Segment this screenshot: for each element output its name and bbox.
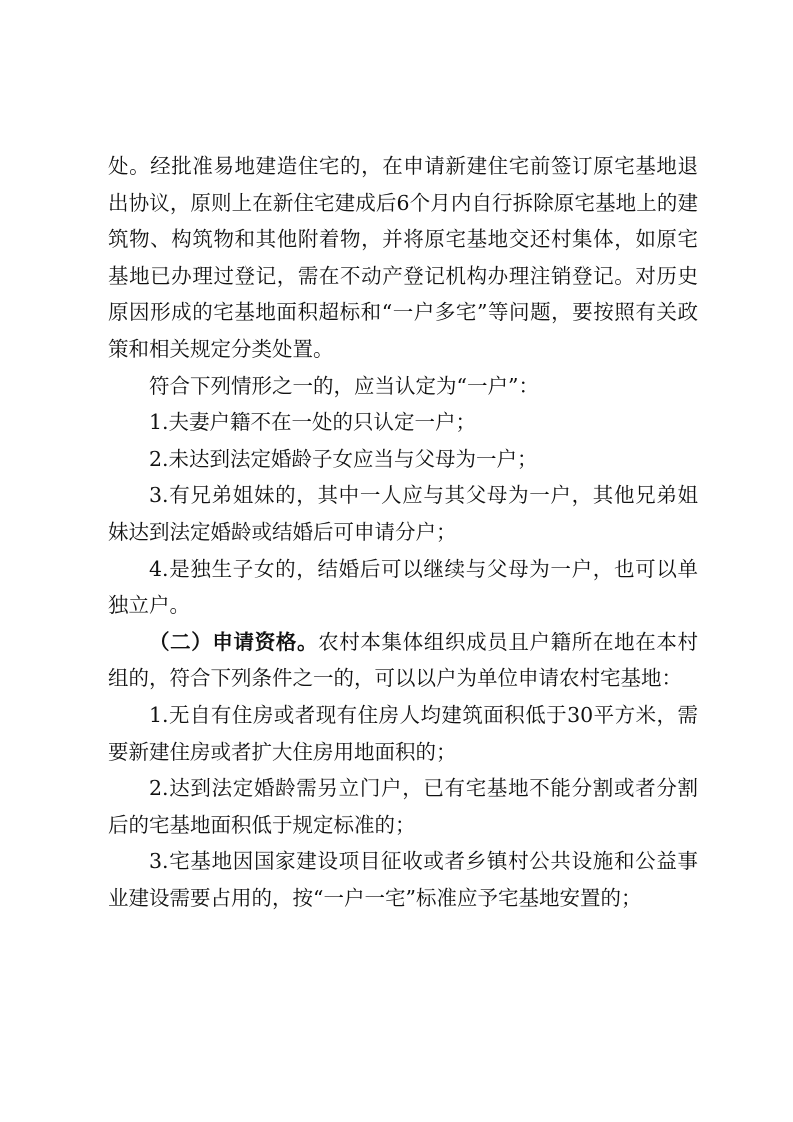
paragraph-eligibility <box>108 624 698 697</box>
eligibility-item-3: 3.宅基地因国家建设项目征收或者乡镇村公共设施和公益事业建设需要占用的，按“一户一宅”标准应予宅基地安置的； <box>108 849 698 910</box>
body-text <box>108 148 698 916</box>
paragraph-household-definition: 符合下列情形之一的，应当认定为“一户”： <box>149 373 539 398</box>
eligibility-item-1: 1.无自有住房或者现有住房人均建筑面积低于30平方米，需要新建住房或者扩大住房用地面积的； <box>108 702 698 764</box>
section-heading: （二）申请资格。 <box>149 629 319 654</box>
section-text: 农村本集体组织成员且户籍所在地在本村组的，符合下列条件之一的，可以以户为单位申请农村宅基地： <box>108 629 699 691</box>
list-item-3: 3.有兄弟姐妹的，其中一人应与其父母为一户，其他兄弟姐妹达到法定婚龄或结婚后可申请分户； <box>108 483 698 544</box>
list-item-1: 1.夫妻户籍不在一处的只认定一户； <box>149 410 477 435</box>
list-item-2: 2.未达到法定婚龄子女应当与父母为一户； <box>149 446 538 471</box>
list-item-4: 4.是独生子女的，结婚后可以继续与父母为一户，也可以单独立户。 <box>108 556 698 618</box>
eligibility-item-2: 2.达到法定婚龄需另立门户，已有宅基地不能分割或者分割后的宅基地面积低于规定标准的； <box>108 776 698 837</box>
paragraph-continuation: 处。经批准易地建造住宅的，在申请新建住宅前签订原宅基地退出协议，原则上在新住宅建成后6个月内自行拆除原宅基地上的建筑物、构筑物和其他附着物，并将原宅基地交还村集体，如原宅基地已办理过登记，需在不动产登记机构办理注销登记。对历史原因形成的宅基地面积超标和“一户多宅”等问题，要按照有关政策和相关规定分类处置。 <box>108 154 698 361</box>
